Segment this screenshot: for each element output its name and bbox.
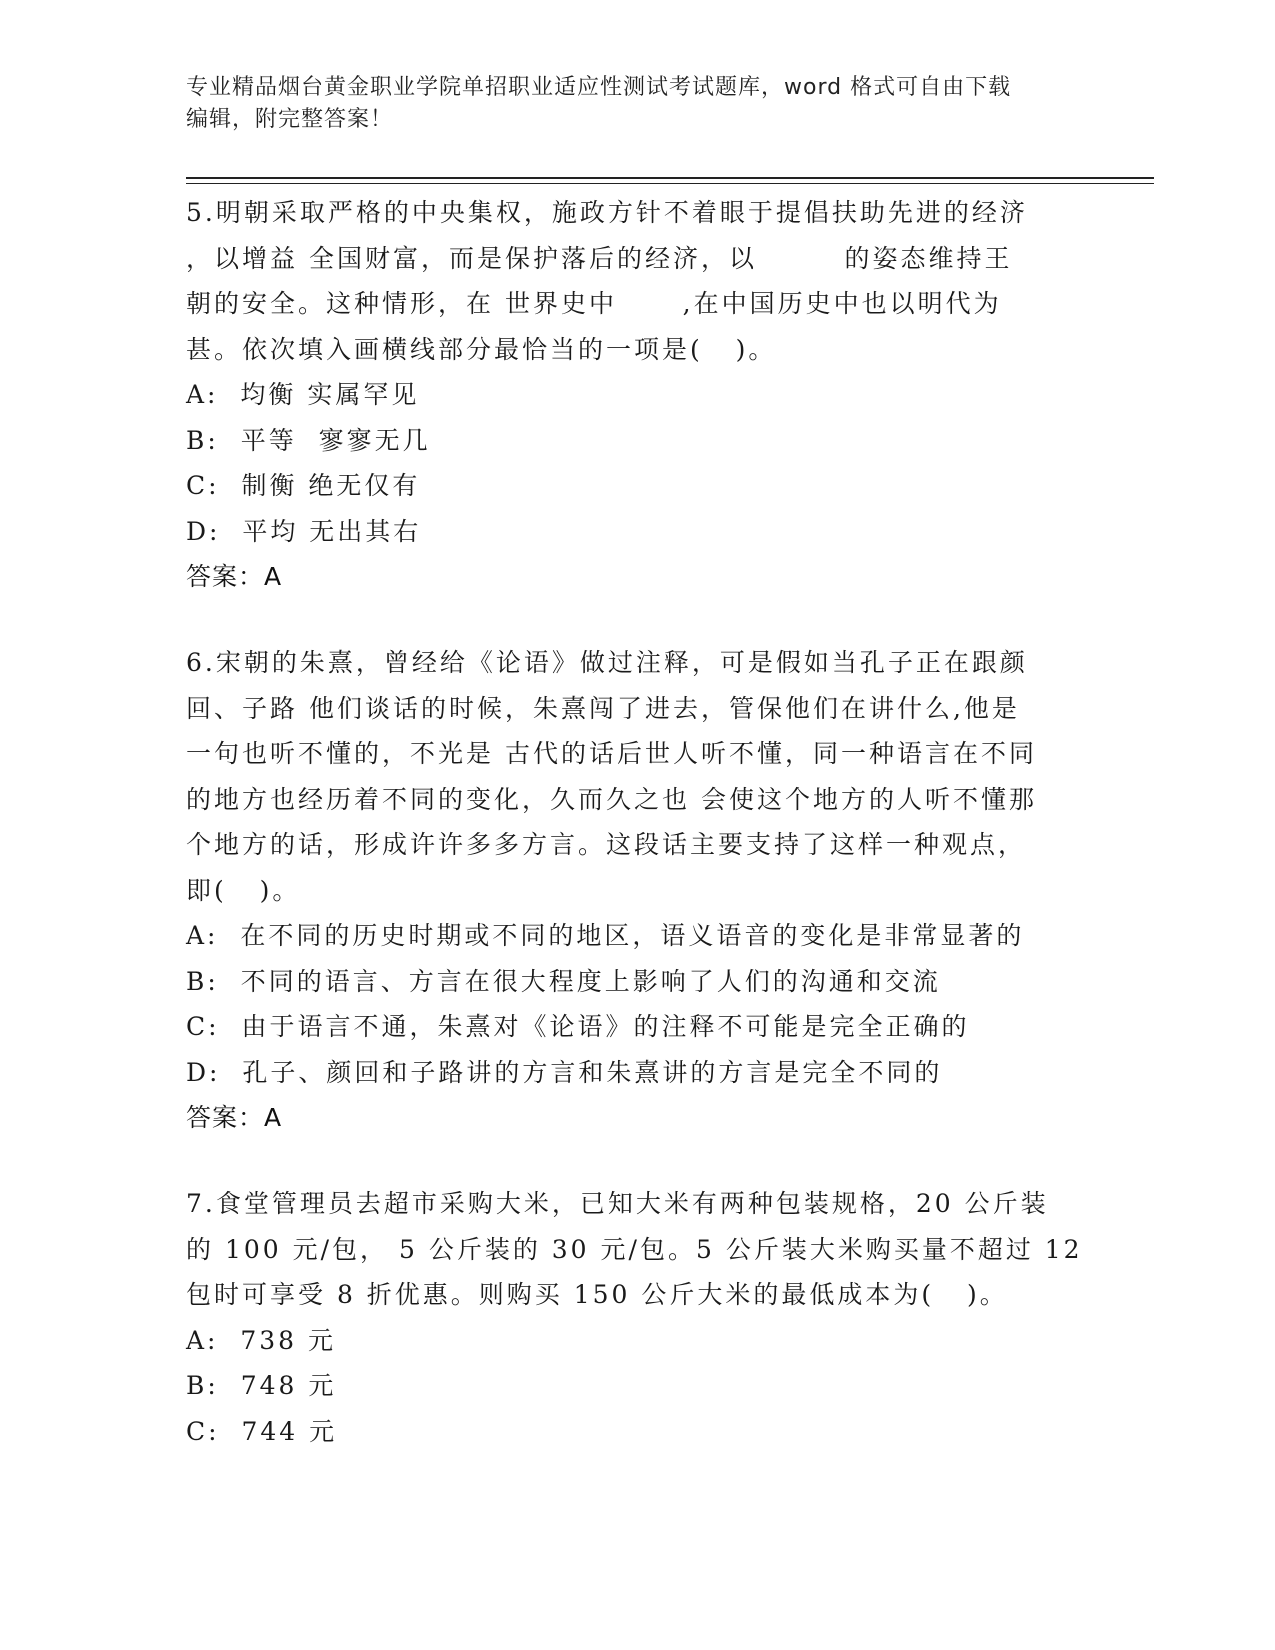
- stem-line: 回、子路 他们谈话的时候，朱熹闯了进去，管保他们在讲什么,他是: [186, 693, 1020, 723]
- option-c: C: 由于语言不通，朱熹对《论语》的注释不可能是完全正确的: [186, 1012, 970, 1041]
- option-d: D: 平均 无出其右: [186, 516, 422, 546]
- option-a: A: 在不同的历史时期或不同的地区，语义语音的变化是非常显著的: [186, 921, 1025, 950]
- stem-line: 6.宋朝的朱熹，曾经给《论语》做过注释，可是假如当孔子正在跟颜: [186, 648, 1028, 677]
- header-line-2: 编辑，附完整答案！: [186, 107, 394, 132]
- question-7-stem: [186, 1181, 1086, 1318]
- header-rule-thick: [186, 177, 1154, 179]
- question-6: [186, 640, 1086, 1141]
- option-a: A: 738 元: [186, 1325, 337, 1355]
- option-c: C: 744 元: [186, 1416, 338, 1446]
- stem-line: 的地方也经历着不同的变化，久而久之也 会使这个地方的人听不懂那: [186, 784, 1037, 814]
- answer: 答案：A: [186, 562, 283, 591]
- question-5-stem: [186, 190, 1086, 372]
- question-5: [186, 190, 1086, 600]
- option-b: B: 748 元: [186, 1371, 337, 1400]
- stem-line: 的 100 元/包， 5 公斤装的 30 元/包。5 公斤装大米购买量不超过 12: [186, 1234, 1083, 1264]
- option-b: B: 不同的语言、方言在很大程度上影响了人们的沟通和交流: [186, 966, 941, 996]
- page-header: [186, 72, 1086, 136]
- header-rule-thin: [186, 183, 1154, 184]
- stem-line: 即( )。: [186, 875, 301, 905]
- question-list: [186, 190, 1086, 1494]
- option-d: D: 孔子、颜回和子路讲的方言和朱熹讲的方言是完全不同的: [186, 1057, 943, 1087]
- header-line-1: 专业精品烟台黄金职业学院单招职业适应性测试考试题库，word 格式可自由下载: [186, 75, 1012, 100]
- stem-line: 7.食堂管理员去超市采购大米，已知大米有两种包装规格，20 公斤装: [186, 1189, 1049, 1218]
- question-7: [186, 1181, 1086, 1454]
- option-c: C: 制衡 绝无仅有: [186, 471, 421, 500]
- stem-line: 包时可享受 8 折优惠。则购买 150 公斤大米的最低成本为( )。: [186, 1280, 1008, 1309]
- answer: 答案：A: [186, 1103, 283, 1132]
- stem-line: 一句也听不懂的，不光是 古代的话后世人听不懂，同一种语言在不同: [186, 739, 1037, 768]
- option-b: B: 平等 寥寥无几: [186, 425, 431, 455]
- stem-line: 5.明朝采取严格的中央集权，施政方针不着眼于提倡扶助先进的经济: [186, 198, 1028, 227]
- option-a: A: 均衡 实属罕见: [186, 380, 420, 409]
- stem-line: 甚。依次填入画横线部分最恰当的一项是( )。: [186, 334, 777, 364]
- question-6-stem: [186, 640, 1086, 913]
- stem-line: 朝的安全。这种情形，在 世界史中 ,在中国历史中也以明代为: [186, 289, 1002, 318]
- stem-line: 个地方的话，形成许许多多方言。这段话主要支持了这样一种观点，: [186, 830, 1027, 859]
- stem-line: ，以增益 全国财富，而是保护落后的经济，以 的姿态维持王: [186, 243, 1013, 273]
